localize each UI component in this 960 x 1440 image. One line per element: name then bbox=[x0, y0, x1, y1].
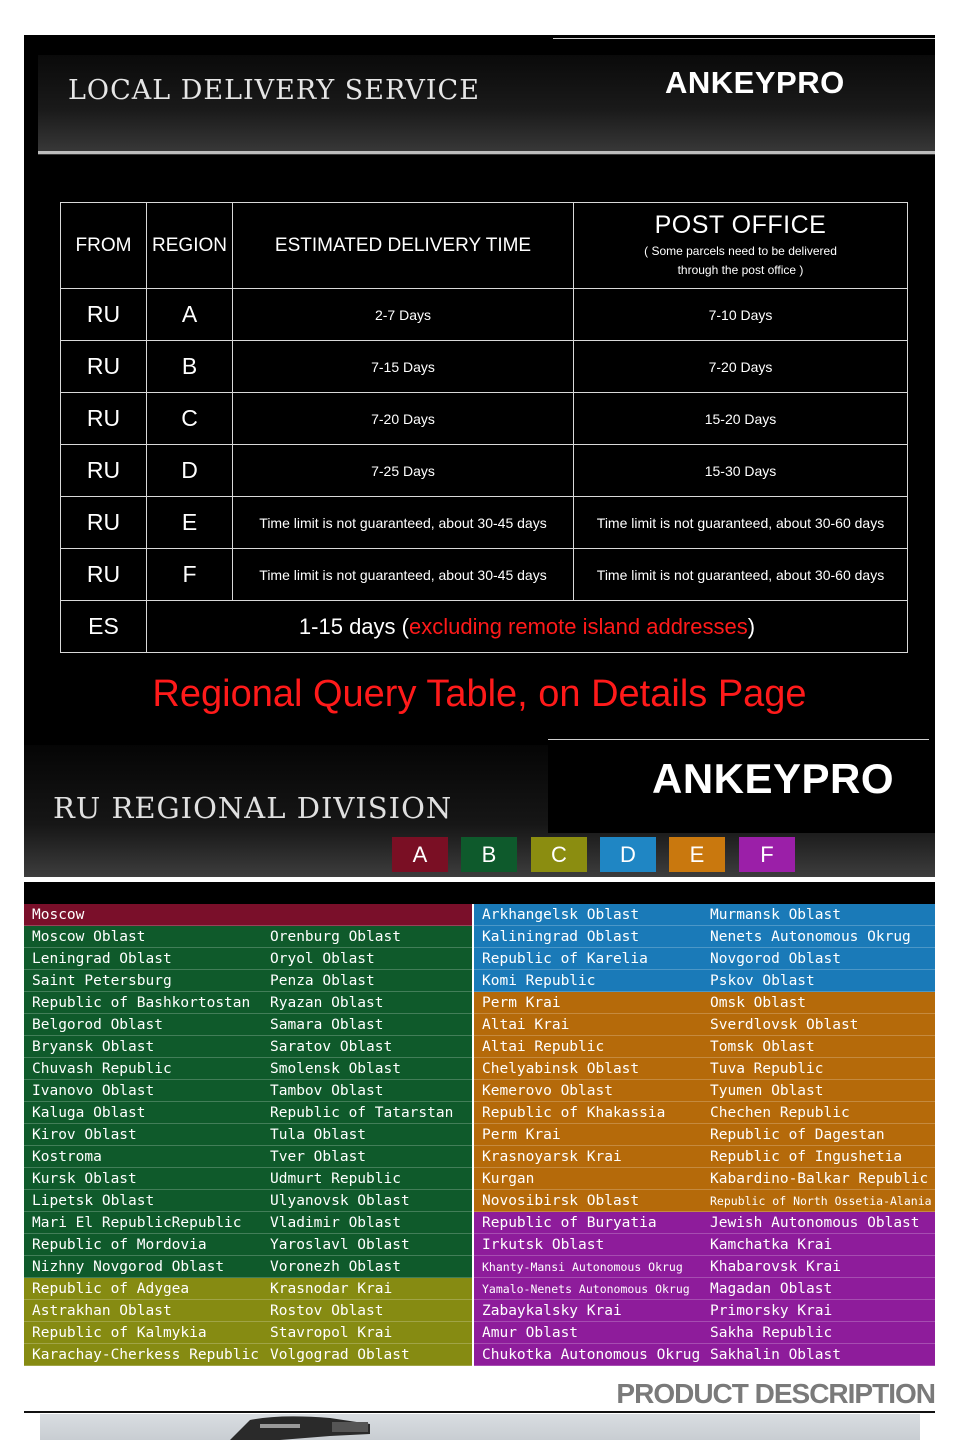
region-name: Chuvash Republic bbox=[32, 1061, 172, 1077]
region-name: Republic of Mordovia bbox=[32, 1237, 207, 1253]
region-name: Republic of Tatarstan bbox=[270, 1105, 454, 1121]
region-name bbox=[262, 904, 472, 926]
region-name: Ivanovo Oblast bbox=[32, 1083, 155, 1099]
region-name: Ryazan Oblast bbox=[270, 995, 384, 1011]
region-name: Moscow bbox=[32, 907, 85, 923]
region-name: Kursk Oblast bbox=[32, 1171, 137, 1187]
product-photo bbox=[40, 1414, 920, 1440]
region-name: Republic of Dagestan bbox=[710, 1127, 885, 1143]
cell-post: 7-20 Days bbox=[574, 341, 908, 393]
table-row bbox=[61, 341, 908, 393]
region-name: Moscow Oblast bbox=[32, 929, 146, 945]
chip-c: C bbox=[531, 837, 587, 872]
product-description-heading: PRODUCT DESCRIPTION bbox=[616, 1378, 935, 1409]
region-name: Stavropol Krai bbox=[270, 1325, 393, 1341]
region-name: Khanty-Mansi Autonomous Okrug bbox=[482, 1260, 683, 1274]
region-name: Kaluga Oblast bbox=[32, 1105, 146, 1121]
brand-logo: ANKEYPRO bbox=[652, 755, 895, 802]
es-exclusion: excluding remote island addresses bbox=[408, 613, 748, 639]
region-name: Penza Oblast bbox=[270, 973, 375, 989]
region-name: Republic of Karelia bbox=[482, 951, 648, 967]
region-name: Sverdlovsk Oblast bbox=[710, 1017, 859, 1033]
table-header-row bbox=[61, 203, 908, 289]
table-row bbox=[61, 393, 908, 445]
region-name: Republic of Ingushetia bbox=[710, 1149, 903, 1165]
divider bbox=[38, 151, 935, 154]
cell-post: Time limit is not guaranteed, about 30-60 days bbox=[574, 549, 908, 601]
region-name: Krasnodar Krai bbox=[270, 1281, 393, 1297]
header-estimated: ESTIMATED DELIVERY TIME bbox=[233, 203, 574, 289]
header-post-office bbox=[574, 203, 908, 289]
region-name: Zabaykalsky Krai bbox=[482, 1303, 622, 1319]
region-name: Chelyabinsk Oblast bbox=[482, 1061, 640, 1077]
cell-from: RU bbox=[61, 445, 147, 497]
region-name: Republic of Bashkortostan bbox=[32, 995, 251, 1011]
region-name: Amur Oblast bbox=[482, 1325, 579, 1341]
region-name: Republic of Kalmykia bbox=[32, 1325, 207, 1341]
divider bbox=[24, 1411, 935, 1413]
region-name: Yamalo-Nenets Autonomous Okrug bbox=[482, 1282, 690, 1296]
divider bbox=[548, 739, 929, 740]
region-name: Murmansk Oblast bbox=[710, 907, 841, 923]
region-name: Irkutsk Oblast bbox=[482, 1237, 605, 1253]
row-separator bbox=[24, 1365, 472, 1366]
region-name: Arkhangelsk Oblast bbox=[482, 907, 640, 923]
cell-from: RU bbox=[61, 497, 147, 549]
region-name: Orenburg Oblast bbox=[270, 929, 401, 945]
region-name: Pskov Oblast bbox=[710, 973, 815, 989]
region-name: Belgorod Oblast bbox=[32, 1017, 163, 1033]
region-name: Magadan Oblast bbox=[710, 1281, 833, 1297]
chip-f: F bbox=[739, 837, 795, 872]
region-name: Kirov Oblast bbox=[32, 1127, 137, 1143]
post-office-title: POST OFFICE bbox=[654, 211, 827, 239]
post-note-line1: ( Some parcels need to be delivered bbox=[644, 244, 837, 258]
region-name: Perm Krai bbox=[482, 1127, 561, 1143]
region-name: Komi Republic bbox=[482, 973, 596, 989]
region-name: Jewish Autonomous Oblast bbox=[710, 1215, 920, 1231]
cell-post: Time limit is not guaranteed, about 30-60 days bbox=[574, 497, 908, 549]
region-name: Nenets Autonomous Okrug bbox=[710, 929, 911, 945]
header-from: FROM bbox=[61, 203, 147, 289]
cell-from: RU bbox=[61, 393, 147, 445]
region-name: Leningrad Oblast bbox=[32, 951, 172, 967]
region-name: Khabarovsk Krai bbox=[710, 1259, 841, 1275]
drill-image bbox=[220, 1414, 380, 1440]
region-name: Primorsky Krai bbox=[710, 1303, 833, 1319]
cell-from: RU bbox=[61, 289, 147, 341]
table-row bbox=[61, 445, 908, 497]
row-separator bbox=[474, 1365, 935, 1366]
region-name: Chechen Republic bbox=[710, 1105, 850, 1121]
region-name: Kostroma bbox=[32, 1149, 102, 1165]
table-row bbox=[61, 549, 908, 601]
region-name: Rostov Oblast bbox=[270, 1303, 384, 1319]
delivery-table bbox=[60, 202, 908, 653]
region-name: Republic of Khakassia bbox=[482, 1105, 666, 1121]
region-name: Kemerovo Oblast bbox=[482, 1083, 613, 1099]
cell-estimated: 2-7 Days bbox=[233, 289, 574, 341]
region-name: Yaroslavl Oblast bbox=[270, 1237, 410, 1253]
cell-region: F bbox=[147, 549, 233, 601]
region-name: Omsk Oblast bbox=[710, 995, 807, 1011]
es-days: 1-15 days ( bbox=[298, 613, 409, 639]
brand-logo: ANKEYPRO bbox=[665, 65, 845, 100]
region-name: Sakha Republic bbox=[710, 1325, 833, 1341]
region-name: Republic of Buryatia bbox=[482, 1215, 657, 1231]
region-name: Vladimir Oblast bbox=[270, 1215, 401, 1231]
region-name: Lipetsk Oblast bbox=[32, 1193, 155, 1209]
header-region: REGION bbox=[147, 203, 233, 289]
cell-estimated: Time limit is not guaranteed, about 30-45 days bbox=[233, 497, 574, 549]
region-name: Kamchatka Krai bbox=[710, 1237, 833, 1253]
region-name: Tyumen Oblast bbox=[710, 1083, 824, 1099]
region-name: Krasnoyarsk Krai bbox=[482, 1149, 622, 1165]
cell-region: A bbox=[147, 289, 233, 341]
cell-es-estimate bbox=[147, 601, 908, 653]
cell-from: RU bbox=[61, 341, 147, 393]
region-name: Kaliningrad Oblast bbox=[482, 929, 640, 945]
cell-estimated: 7-15 Days bbox=[233, 341, 574, 393]
cell-estimated: Time limit is not guaranteed, about 30-45 days bbox=[233, 549, 574, 601]
cell-post: 15-30 Days bbox=[574, 445, 908, 497]
table-row bbox=[61, 497, 908, 549]
cell-estimated: 7-25 Days bbox=[233, 445, 574, 497]
es-close: ) bbox=[747, 613, 756, 639]
region-name: Voronezh Oblast bbox=[270, 1259, 401, 1275]
region-name: Altai Republic bbox=[482, 1039, 605, 1055]
region-name: Astrakhan Oblast bbox=[32, 1303, 172, 1319]
region-name: Tver Oblast bbox=[270, 1149, 367, 1165]
cell-region: B bbox=[147, 341, 233, 393]
delivery-section bbox=[24, 35, 935, 745]
post-office-note bbox=[574, 242, 907, 280]
region-name: Novgorod Oblast bbox=[710, 951, 841, 967]
cell-region: D bbox=[147, 445, 233, 497]
region-name: Altai Krai bbox=[482, 1017, 570, 1033]
region-name: Smolensk Oblast bbox=[270, 1061, 401, 1077]
region-name: Tambov Oblast bbox=[270, 1083, 384, 1099]
cell-from: ES bbox=[61, 601, 147, 653]
region-name: Nizhny Novgorod Oblast bbox=[32, 1259, 225, 1275]
region-name: Chukotka Autonomous Okrug bbox=[482, 1347, 701, 1363]
division-title: RU REGIONAL DIVISION bbox=[53, 791, 453, 825]
region-name: Republic of North Ossetia-Alania bbox=[710, 1194, 932, 1208]
region-name: Volgograd Oblast bbox=[270, 1347, 410, 1363]
region-name: Udmurt Republic bbox=[270, 1171, 401, 1187]
region-name: Republic of Adygea bbox=[32, 1281, 190, 1297]
region-name: Tula Oblast bbox=[270, 1127, 367, 1143]
post-note-line2: through the post office ) bbox=[677, 263, 804, 277]
chip-b: B bbox=[461, 837, 517, 872]
region-name: Samara Oblast bbox=[270, 1017, 384, 1033]
chip-d: D bbox=[600, 837, 656, 872]
table-row-es bbox=[61, 601, 908, 653]
cell-post: 7-10 Days bbox=[574, 289, 908, 341]
region-name: Kabardino-Balkar Republic bbox=[710, 1171, 929, 1187]
region-name: Oryol Oblast bbox=[270, 951, 375, 967]
chip-a: A bbox=[392, 837, 448, 872]
region-name: Perm Krai bbox=[482, 995, 561, 1011]
region-name: Saint Petersburg bbox=[32, 973, 172, 989]
region-name: Tomsk Oblast bbox=[710, 1039, 815, 1055]
grid-top-bar bbox=[24, 882, 935, 904]
region-name: Tuva Republic bbox=[710, 1061, 824, 1077]
region-name: Karachay-Cherkess Republic bbox=[32, 1347, 259, 1363]
region-name: Sakhalin Oblast bbox=[710, 1347, 841, 1363]
region-name: Kurgan bbox=[482, 1171, 535, 1187]
cell-region: E bbox=[147, 497, 233, 549]
region-name: Ulyanovsk Oblast bbox=[270, 1193, 410, 1209]
cell-from: RU bbox=[61, 549, 147, 601]
chip-e: E bbox=[669, 837, 725, 872]
division-section bbox=[24, 745, 935, 877]
region-name: Mari El RepublicRepublic bbox=[32, 1215, 242, 1231]
delivery-title: LOCAL DELIVERY SERVICE bbox=[68, 75, 480, 106]
query-note: Regional Query Table, on Details Page bbox=[152, 673, 807, 715]
divider bbox=[553, 38, 935, 39]
cell-post: 15-20 Days bbox=[574, 393, 908, 445]
region-name: Saratov Oblast bbox=[270, 1039, 393, 1055]
cell-estimated: 7-20 Days bbox=[233, 393, 574, 445]
region-name: Novosibirsk Oblast bbox=[482, 1193, 640, 1209]
table-row bbox=[61, 289, 908, 341]
region-name: Bryansk Oblast bbox=[32, 1039, 155, 1055]
cell-region: C bbox=[147, 393, 233, 445]
regions-grid bbox=[24, 904, 935, 1366]
